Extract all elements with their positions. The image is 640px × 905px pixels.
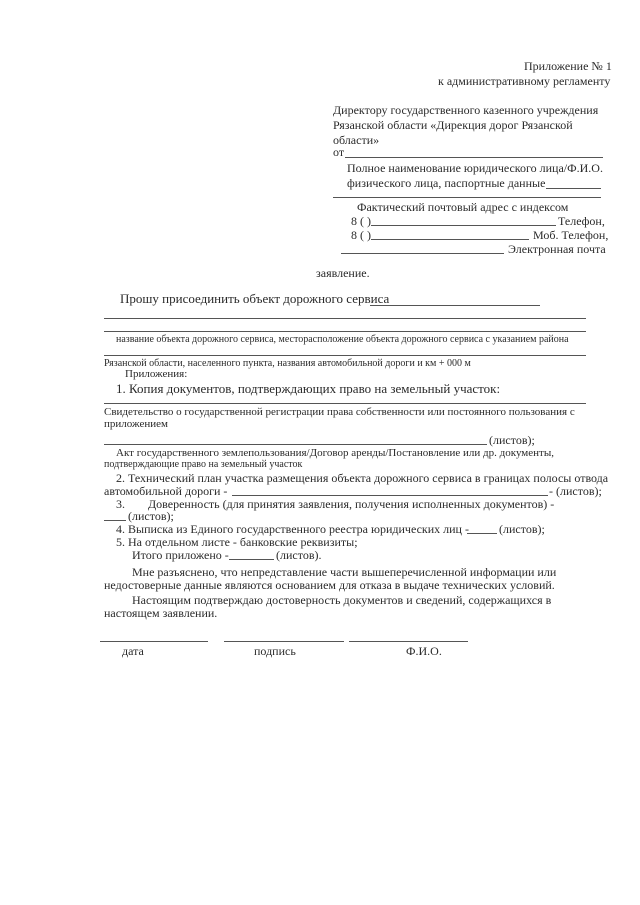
- phone-label: Телефон,: [558, 214, 605, 228]
- object-hint-1: название объекта дорожного сервиса, месторасположение объекта дорожного сервиса с указанием района: [116, 334, 569, 345]
- name-hint-1: Полное наименование юридического лица/Ф.И.О.: [347, 161, 603, 175]
- attachment-2-line-1: 2. Технический план участка размещения объекта дорожного сервиса в границах полосы отвода: [116, 471, 609, 485]
- phone-field[interactable]: [371, 225, 556, 226]
- notice-p1-line-1: Мне разъяснено, что непредставление части вышеперечисленной информации или: [132, 565, 557, 579]
- attachments-heading: Приложения:: [125, 368, 188, 380]
- attachment-4: 4. Выписка из Единого государственного реестра юридических лиц -: [116, 522, 469, 536]
- attachment-3-field[interactable]: [104, 520, 126, 521]
- date-field[interactable]: [100, 641, 208, 642]
- attachment-1-hint-1: Свидетельство о государственной регистрации права собственности или постоянного пользования с: [104, 406, 575, 418]
- notice-p1-line-2: недостоверные данные являются основанием для отказа в выдаче технических условий.: [104, 578, 555, 592]
- full-name-field[interactable]: [349, 641, 468, 642]
- applicant-line-field[interactable]: [333, 197, 601, 198]
- total-sheets: (листов).: [276, 548, 322, 562]
- attachment-1-hint-4: подтверждающие право на земельный участок: [104, 459, 303, 470]
- name-hint-2: физического лица, паспортные данные: [347, 176, 546, 190]
- attachment-3-line-1: Доверенность (для принятия заявления, получения исполненных документов) -: [148, 497, 555, 511]
- from-field[interactable]: [345, 157, 603, 158]
- attachment-2-line-2: автомобильной дороги -: [104, 484, 228, 498]
- object-line-2[interactable]: [104, 318, 586, 319]
- addressee-line-2: Рязанской области «Дирекция дорог Рязанской: [333, 118, 573, 132]
- attachment-1-hint-3: Акт государственного землепользования/Договор аренды/Постановление или др. документы,: [116, 447, 554, 459]
- attachment-5: 5. На отдельном листе - банковские реквизиты;: [116, 535, 358, 549]
- attachment-2-field[interactable]: [232, 495, 548, 496]
- appendix-number: Приложение № 1: [524, 59, 612, 73]
- attachment-1-sheets-field[interactable]: [104, 444, 487, 445]
- attachment-1-field[interactable]: [104, 403, 586, 404]
- full-name-label: Ф.И.О.: [406, 644, 442, 658]
- notice-p2-line-1: Настоящим подтверждаю достоверность документов и сведений, содержащихся в: [132, 593, 552, 607]
- signature-field[interactable]: [224, 641, 344, 642]
- signature-label: подпись: [254, 644, 296, 658]
- addressee-line-1: Директору государственного казенного учреждения: [333, 103, 599, 117]
- notice-p2-line-2: настоящем заявлении.: [104, 606, 218, 620]
- object-line-3[interactable]: [104, 331, 586, 332]
- total-field[interactable]: [229, 559, 274, 560]
- appendix-regulation: к административному регламенту: [438, 74, 611, 88]
- phone-prefix: 8 ( ): [351, 214, 371, 228]
- document-title: заявление.: [316, 266, 370, 280]
- attachment-3-number: 3.: [116, 497, 125, 511]
- date-label: дата: [122, 644, 144, 658]
- mobile-field[interactable]: [371, 239, 529, 240]
- mobile-label: Моб. Телефон,: [533, 228, 609, 242]
- attachment-4-sheets: (листов);: [499, 522, 545, 536]
- email-field[interactable]: [341, 253, 504, 254]
- attachment-1-sheets: (листов);: [489, 433, 535, 447]
- address-hint: Фактический почтовый адрес с индексом: [357, 200, 569, 214]
- passport-field[interactable]: [546, 188, 601, 189]
- attachment-1: 1. Копия документов, подтверждающих право на земельный участок:: [116, 381, 501, 396]
- mobile-prefix: 8 ( ): [351, 228, 371, 242]
- from-label: от: [333, 145, 345, 159]
- attachment-2-sheets: - (листов);: [549, 484, 602, 498]
- attachment-1-hint-2: приложением: [104, 418, 168, 430]
- object-line-4[interactable]: [104, 355, 586, 356]
- attachment-3-sheets: (листов);: [128, 509, 174, 523]
- email-label: Электронная почта: [508, 242, 606, 256]
- object-field[interactable]: [370, 305, 540, 306]
- object-hint-2: Рязанской области, населенного пункта, названия автомобильной дороги и км + 000 м: [104, 358, 471, 369]
- request-text: Прошу присоединить объект дорожного сервиса: [120, 291, 390, 306]
- total-label: Итого приложено -: [132, 548, 229, 562]
- addressee-line-3: области»: [333, 133, 380, 147]
- attachment-4-field[interactable]: [467, 533, 497, 534]
